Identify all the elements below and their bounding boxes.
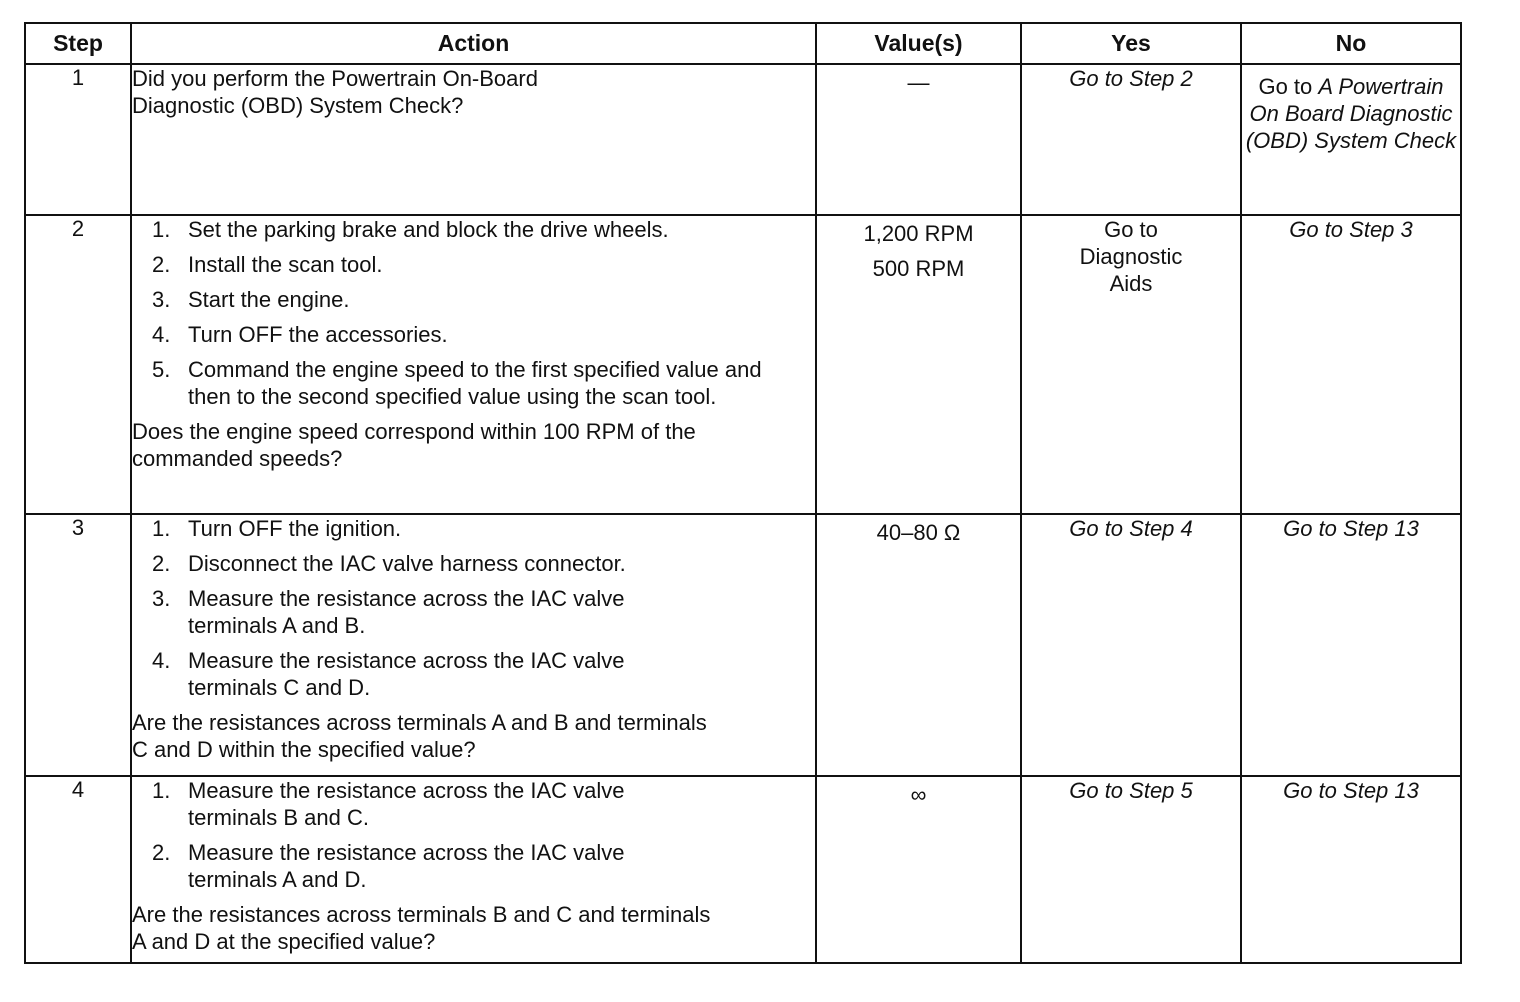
header-row xyxy=(25,23,1461,64)
substep: 1. Turn OFF the ignition. xyxy=(152,516,402,541)
substep-list xyxy=(132,515,815,701)
step-number: 4 xyxy=(25,776,131,963)
yes-cell[interactable]: Go to Step 4 xyxy=(1021,514,1241,776)
table-row xyxy=(25,215,1461,514)
substep: 3. Start the engine. xyxy=(152,287,350,312)
header-action: Action xyxy=(131,23,816,64)
action-cell xyxy=(131,215,816,514)
no-prefix: Go to xyxy=(1258,74,1313,99)
table-row xyxy=(25,776,1461,963)
action-cell xyxy=(131,64,816,215)
substep: 5. Command the engine speed to the first specified value and then to the second specified value using the scan tool. xyxy=(152,357,762,409)
value-cell xyxy=(816,776,1021,963)
step-number: 2 xyxy=(25,215,131,514)
action-question: Did you perform the Powertrain On-Board Diagnostic (OBD) System Check? xyxy=(132,66,538,118)
yes-cell[interactable]: Go to Diagnostic Aids xyxy=(1021,215,1241,514)
table-row xyxy=(25,64,1461,215)
substep: 4. Measure the resistance across the IAC valve terminals C and D. xyxy=(152,648,625,700)
substep: 3. Measure the resistance across the IAC valve terminals A and B. xyxy=(152,586,625,638)
substep: 2. Disconnect the IAC valve harness connector. xyxy=(152,551,626,576)
header-no: No xyxy=(1241,23,1461,64)
no-cell[interactable]: Go to Step 13 xyxy=(1241,514,1461,776)
action-cell xyxy=(131,514,816,776)
substep-list xyxy=(132,777,815,893)
value-text: 500 RPM xyxy=(872,256,965,281)
no-link[interactable]: A Powertrain On Board Diagnostic (OBD) System Check xyxy=(1245,74,1457,153)
substep: 2. Install the scan tool. xyxy=(152,252,383,277)
diagnostic-table xyxy=(24,22,1462,964)
step-number: 3 xyxy=(25,514,131,776)
action-cell xyxy=(131,776,816,963)
substep: 2. Measure the resistance across the IAC valve terminals A and D. xyxy=(152,840,625,892)
substep-list xyxy=(132,216,815,410)
no-cell[interactable]: Go to Step 3 xyxy=(1241,215,1461,514)
value-text: — xyxy=(907,70,930,95)
substep: 1. Measure the resistance across the IAC valve terminals B and C. xyxy=(152,778,625,830)
substep: 4. Turn OFF the accessories. xyxy=(152,322,448,347)
no-cell[interactable] xyxy=(1241,64,1461,215)
header-values: Value(s) xyxy=(816,23,1021,64)
header-yes: Yes xyxy=(1021,23,1241,64)
value-text: ∞ xyxy=(910,782,927,807)
action-question: Are the resistances across terminals B and C and terminals A and D at the specified value? xyxy=(132,902,711,954)
no-cell[interactable]: Go to Step 13 xyxy=(1241,776,1461,963)
header-step: Step xyxy=(25,23,131,64)
yes-cell[interactable]: Go to Step 5 xyxy=(1021,776,1241,963)
action-question: Are the resistances across terminals A and B and terminals C and D within the specified value? xyxy=(132,710,707,762)
table-row xyxy=(25,514,1461,776)
substep: 1. Set the parking brake and block the drive wheels. xyxy=(152,217,669,242)
action-question: Does the engine speed correspond within 100 RPM of the commanded speeds? xyxy=(132,419,696,471)
value-cell xyxy=(816,215,1021,514)
yes-cell[interactable]: Go to Step 2 xyxy=(1021,64,1241,215)
value-cell xyxy=(816,64,1021,215)
value-text: 40–80 Ω xyxy=(876,520,961,545)
value-cell xyxy=(816,514,1021,776)
step-number: 1 xyxy=(25,64,131,215)
value-text: 1,200 RPM xyxy=(863,221,974,246)
